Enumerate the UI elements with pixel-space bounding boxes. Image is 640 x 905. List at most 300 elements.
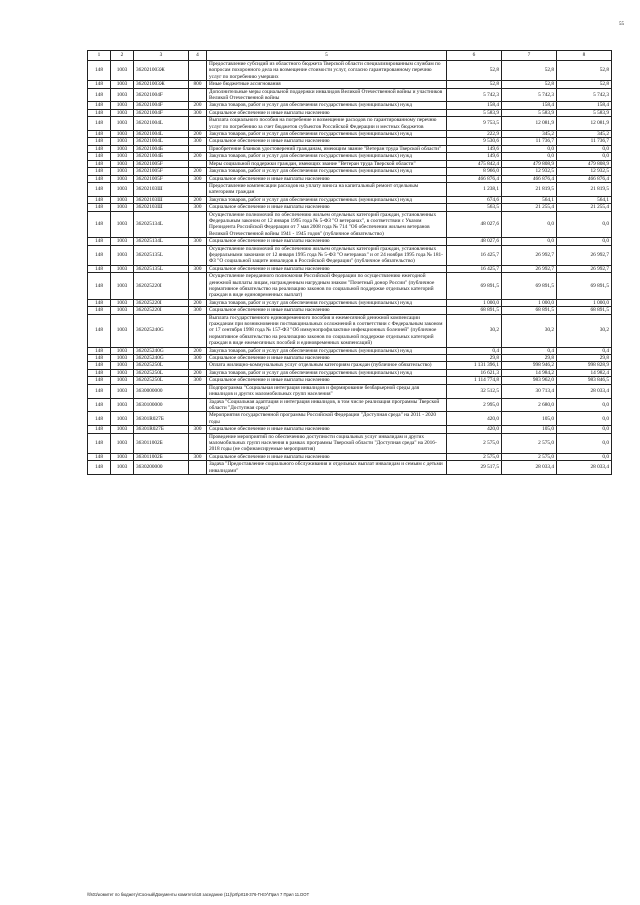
table-row xyxy=(88,314,612,347)
section-code: 1003 xyxy=(111,453,134,460)
amount-year-3: 0,0 xyxy=(557,153,612,160)
expense-type-code xyxy=(189,211,207,238)
amount-year-3: 26 992,7 xyxy=(557,265,612,272)
item-description: Закупка товаров, работ и услуг для обеспечения государственных (муниципальных) нужд xyxy=(207,299,447,306)
section-code: 1003 xyxy=(111,273,134,300)
amount-year-3: 466 876,4 xyxy=(557,175,612,182)
table-row xyxy=(88,138,612,145)
amount-year-2: 26 992,7 xyxy=(502,265,557,272)
item-description: Проведение мероприятий по обеспечению доступности социальных услуг инвалидам и других маломобильных групп населения в рамках программы Тверской области "Доступная среда" на 2016-2018 годы (не софинансируемые мероприятия) xyxy=(207,433,447,453)
column-number: 2 xyxy=(111,51,134,61)
section-code: 1003 xyxy=(111,412,134,426)
expense-type-code xyxy=(189,384,207,398)
amount-year-3: 983 846,5 xyxy=(557,377,612,384)
amount-year-3: 158,4 xyxy=(557,102,612,109)
amount-year-2: 12 932,5 xyxy=(502,168,557,175)
expense-type-code xyxy=(189,160,207,167)
section-code: 1003 xyxy=(111,238,134,245)
expense-type-code: 200 xyxy=(189,347,207,354)
target-article-code: 36202103Ш xyxy=(134,182,189,196)
amount-year-1: 32 512,5 xyxy=(447,384,502,398)
section-code: 1003 xyxy=(111,160,134,167)
section-code: 1003 xyxy=(111,182,134,196)
expense-type-code: 200 xyxy=(189,153,207,160)
section-code: 1003 xyxy=(111,314,134,347)
amount-year-2: 68 891,5 xyxy=(502,307,557,314)
amount-year-3: 52,8 xyxy=(557,81,612,88)
table-row xyxy=(88,299,612,306)
amount-year-3: 26 992,7 xyxy=(557,245,612,265)
amount-year-3: 11 736,7 xyxy=(557,138,612,145)
expense-type-code xyxy=(189,117,207,131)
amount-year-1: 52,8 xyxy=(447,61,502,81)
section-code: 1003 xyxy=(111,377,134,384)
expense-type-code: 200 xyxy=(189,196,207,203)
section-code: 1003 xyxy=(111,398,134,412)
section-code: 1003 xyxy=(111,153,134,160)
amount-year-1: 68 891,5 xyxy=(447,307,502,314)
item-description: Приобретение бланков удостоверений гражданам, имеющим звание "Ветеран труда Тверской области" xyxy=(207,145,447,152)
admin-code: 148 xyxy=(88,377,111,384)
table-row xyxy=(88,362,612,369)
column-number: 1 xyxy=(88,51,111,61)
target-article-code: 362021004F xyxy=(134,109,189,116)
admin-code: 148 xyxy=(88,369,111,376)
item-description: Закупка товаров, работ и услуг для обеспечения государственных (муниципальных) нужд xyxy=(207,196,447,203)
item-description: Осуществление полномочий по обеспечению жильем отдельных категорий граждан, установленных Федеральным законом от 12 января 1995 года № 5-ФЗ "О ветеранах", в соответствии с Указом Президента Российской Федерации от 7 мая 2008 года № 714 "Об обеспечении жильем ветеранов Великой Отечественной войны 1941 - 1945 годов" (публичное обязательство) xyxy=(207,211,447,238)
target-article-code: 362021003Ж xyxy=(134,81,189,88)
item-description: Закупка товаров, работ и услуг для обеспечения государственных (муниципальных) нужд xyxy=(207,153,447,160)
amount-year-3: 0,4 xyxy=(557,347,612,354)
target-article-code: 362021005F xyxy=(134,175,189,182)
target-article-code: 3630100000 xyxy=(134,398,189,412)
item-description: Социальное обеспечение и иные выплаты населению xyxy=(207,377,447,384)
section-code: 1003 xyxy=(111,245,134,265)
expense-type-code: 300 xyxy=(189,204,207,211)
expense-type-code: 200 xyxy=(189,102,207,109)
amount-year-1: 9 530,6 xyxy=(447,138,502,145)
amount-year-3: 479 808,9 xyxy=(557,160,612,167)
amount-year-2: 479 808,9 xyxy=(502,160,557,167)
amount-year-2: 30 713,4 xyxy=(502,384,557,398)
expense-type-code xyxy=(189,245,207,265)
item-description: Предоставление субсидий из областного бюджета Тверской области специализированным службам по вопросам похоронного дела на возмещение стоимости услуг, согласно гарантированному перечню услуг по погребению умерших xyxy=(207,61,447,81)
item-description: Социальное обеспечение и иные выплаты населению xyxy=(207,307,447,314)
admin-code: 148 xyxy=(88,153,111,160)
amount-year-3: 5 583,9 xyxy=(557,109,612,116)
target-article-code: 362025134L xyxy=(134,238,189,245)
amount-year-2: 0,0 xyxy=(502,145,557,152)
table-row xyxy=(88,196,612,203)
admin-code: 148 xyxy=(88,61,111,81)
target-article-code: 36202103Ш xyxy=(134,204,189,211)
item-description: Социальное обеспечение и иные выплаты населению xyxy=(207,426,447,433)
amount-year-1: 563,5 xyxy=(447,204,502,211)
table-row xyxy=(88,398,612,412)
amount-year-3: 0,0 xyxy=(557,145,612,152)
section-code: 1003 xyxy=(111,299,134,306)
admin-code: 148 xyxy=(88,196,111,203)
expense-type-code: 200 xyxy=(189,299,207,306)
target-article-code: 362025250L xyxy=(134,377,189,384)
table-row xyxy=(88,238,612,245)
item-description: Закупка товаров, работ и услуг для обеспечения государственных (муниципальных) нужд xyxy=(207,131,447,138)
section-code: 1003 xyxy=(111,88,134,102)
amount-year-1: 16 425,7 xyxy=(447,245,502,265)
section-code: 1003 xyxy=(111,109,134,116)
item-description: Социальное обеспечение и иные выплаты населению xyxy=(207,175,447,182)
amount-year-2: 998 946,2 xyxy=(502,362,557,369)
section-code: 1003 xyxy=(111,102,134,109)
amount-year-3: 21 255,4 xyxy=(557,204,612,211)
column-number: 5 xyxy=(207,51,447,61)
amount-year-3: 52,8 xyxy=(557,61,612,81)
amount-year-1: 5 583,9 xyxy=(447,109,502,116)
section-code: 1003 xyxy=(111,461,134,475)
column-number-row xyxy=(88,51,612,61)
item-description: Социальное обеспечение и иные выплаты населению xyxy=(207,238,447,245)
admin-code: 148 xyxy=(88,81,111,88)
section-code: 1003 xyxy=(111,204,134,211)
amount-year-2: 564,1 xyxy=(502,196,557,203)
admin-code: 148 xyxy=(88,204,111,211)
expense-type-code: 800 xyxy=(189,81,207,88)
amount-year-2: 0,0 xyxy=(502,211,557,238)
table-row xyxy=(88,153,612,160)
amount-year-1: 52,8 xyxy=(447,81,502,88)
amount-year-3: 0,0 xyxy=(557,211,612,238)
table-row xyxy=(88,461,612,475)
item-description: Социальное обеспечение и иные выплаты населению xyxy=(207,109,447,116)
target-article-code: 362021004F xyxy=(134,102,189,109)
column-number: 3 xyxy=(134,51,189,61)
admin-code: 148 xyxy=(88,347,111,354)
target-article-code: 362025135L xyxy=(134,265,189,272)
expense-type-code xyxy=(189,461,207,475)
table-row xyxy=(88,412,612,426)
amount-year-1: 9 753,5 xyxy=(447,117,502,131)
amount-year-1: 466 876,4 xyxy=(447,175,502,182)
item-description: Подпрограмма "Социальная интеграция инвалидов и формирование безбарьерной среды для инвалидов и других маломобильных групп населения" xyxy=(207,384,447,398)
admin-code: 148 xyxy=(88,138,111,145)
item-description: Выплата социального пособия на погребение и возмещение расходов по гарантированному перечню услуг по погребению за счет бюджетов субъектов Российской Федерации и местных бюджетов xyxy=(207,117,447,131)
amount-year-1: 475 842,4 xyxy=(447,160,502,167)
section-code: 1003 xyxy=(111,131,134,138)
section-code: 1003 xyxy=(111,362,134,369)
item-description: Осуществление полномочий по обеспечению жильем отдельных категорий граждан, установленных федеральными законами от 12 января 1995 года № 5-ФЗ "О ветеранах" и от 24 ноября 1995 года № 181-ФЗ "О социальной защите инвалидов в Российской Федерации" (публичное обязательство) xyxy=(207,245,447,265)
amount-year-1: 29,8 xyxy=(447,355,502,362)
expense-type-code: 300 xyxy=(189,307,207,314)
target-article-code: 362025250L xyxy=(134,362,189,369)
table-row xyxy=(88,433,612,453)
section-code: 1003 xyxy=(111,384,134,398)
target-article-code: 362025220I xyxy=(134,273,189,300)
target-article-code: 363011002Б xyxy=(134,453,189,460)
admin-code: 148 xyxy=(88,461,111,475)
admin-code: 148 xyxy=(88,453,111,460)
expense-type-code xyxy=(189,61,207,81)
item-description: Мероприятия государственной программы Российской Федерации "Доступная среда" на 2011 - 2020 годы xyxy=(207,412,447,426)
target-article-code: 36301R027Б xyxy=(134,412,189,426)
expense-type-code xyxy=(189,88,207,102)
admin-code: 148 xyxy=(88,412,111,426)
amount-year-2: 0,0 xyxy=(502,238,557,245)
expense-type-code: 200 xyxy=(189,168,207,175)
table-row xyxy=(88,204,612,211)
amount-year-1: 0,4 xyxy=(447,347,502,354)
section-code: 1003 xyxy=(111,433,134,453)
item-description: Закупка товаров, работ и услуг для обеспечения государственных (муниципальных) нужд xyxy=(207,369,447,376)
amount-year-2: 21 819,5 xyxy=(502,182,557,196)
amount-year-1: 1 238,1 xyxy=(447,182,502,196)
file-path-footer: \\fs01\комитет по бюджету\Сосный\Документы комитета\18 заседание (11)\prt\prt18-376-П-ЕУ\Прил 7 Прил 11.DOT xyxy=(87,892,310,897)
table-row xyxy=(88,117,612,131)
table-row xyxy=(88,355,612,362)
admin-code: 148 xyxy=(88,299,111,306)
section-code: 1003 xyxy=(111,426,134,433)
section-code: 1003 xyxy=(111,61,134,81)
section-code: 1003 xyxy=(111,117,134,131)
amount-year-1: 16 425,7 xyxy=(447,265,502,272)
amount-year-3: 0,0 xyxy=(557,426,612,433)
section-code: 1003 xyxy=(111,175,134,182)
admin-code: 148 xyxy=(88,362,111,369)
amount-year-2: 14 984,2 xyxy=(502,369,557,376)
admin-code: 148 xyxy=(88,426,111,433)
table-row xyxy=(88,102,612,109)
table-row xyxy=(88,453,612,460)
amount-year-2: 21 255,4 xyxy=(502,204,557,211)
amount-year-3: 12 081,9 xyxy=(557,117,612,131)
item-description: Закупка товаров, работ и услуг для обеспечения государственных (муниципальных) нужд xyxy=(207,168,447,175)
amount-year-1: 149,6 xyxy=(447,153,502,160)
amount-year-2: 5 583,9 xyxy=(502,109,557,116)
amount-year-3: 28 033,4 xyxy=(557,461,612,475)
amount-year-1: 149,6 xyxy=(447,145,502,152)
section-code: 1003 xyxy=(111,211,134,238)
table-row xyxy=(88,426,612,433)
admin-code: 148 xyxy=(88,398,111,412)
target-article-code: 36301R027Б xyxy=(134,426,189,433)
admin-code: 148 xyxy=(88,433,111,453)
admin-code: 148 xyxy=(88,384,111,398)
target-article-code: 362025240G xyxy=(134,314,189,347)
amount-year-3: 0,0 xyxy=(557,433,612,453)
table-row xyxy=(88,384,612,398)
expense-type-code xyxy=(189,314,207,347)
amount-year-1: 16 621,3 xyxy=(447,369,502,376)
expense-type-code xyxy=(189,412,207,426)
amount-year-2: 52,8 xyxy=(502,61,557,81)
amount-year-1: 1 114 774,8 xyxy=(447,377,502,384)
table-row xyxy=(88,245,612,265)
admin-code: 148 xyxy=(88,245,111,265)
section-code: 1003 xyxy=(111,307,134,314)
admin-code: 148 xyxy=(88,160,111,167)
target-article-code: 362021004Б xyxy=(134,145,189,152)
target-article-code: 362025240G xyxy=(134,355,189,362)
column-number: 8 xyxy=(557,51,612,61)
page-number: 55 xyxy=(619,22,624,27)
target-article-code: 362025250L xyxy=(134,369,189,376)
table-row xyxy=(88,168,612,175)
amount-year-3: 1 000,0 xyxy=(557,299,612,306)
expense-type-code xyxy=(189,182,207,196)
expense-type-code xyxy=(189,145,207,152)
amount-year-3: 5 742,3 xyxy=(557,88,612,102)
table-row xyxy=(88,182,612,196)
amount-year-2: 105,0 xyxy=(502,412,557,426)
target-article-code: 362025220I xyxy=(134,307,189,314)
item-description: Закупка товаров, работ и услуг для обеспечения государственных (муниципальных) нужд xyxy=(207,347,447,354)
item-description: Социальное обеспечение и иные выплаты населению xyxy=(207,138,447,145)
admin-code: 148 xyxy=(88,314,111,347)
target-article-code: 362021004L xyxy=(134,117,189,131)
amount-year-1: 158,4 xyxy=(447,102,502,109)
item-description: Иные бюджетные ассигнования xyxy=(207,81,447,88)
amount-year-3: 30,2 xyxy=(557,314,612,347)
expense-type-code: 300 xyxy=(189,265,207,272)
item-description: Осуществление переданного полномочия Российской Федерации по осуществлению ежегодной денежной выплаты лицам, награжденным нагрудным знаком "Почетный донор России" (публичное нормативное обязательство на реализацию законов по социальной поддержке отдельных категорий граждан в виде единовременных выплат) xyxy=(207,273,447,300)
admin-code: 148 xyxy=(88,131,111,138)
table-row xyxy=(88,131,612,138)
expense-type-code xyxy=(189,362,207,369)
amount-year-3: 21 819,5 xyxy=(557,182,612,196)
amount-year-3: 68 891,5 xyxy=(557,307,612,314)
target-article-code: 362025240G xyxy=(134,347,189,354)
admin-code: 148 xyxy=(88,109,111,116)
amount-year-2: 30,2 xyxy=(502,314,557,347)
item-description: Социальное обеспечение и иные выплаты населению xyxy=(207,355,447,362)
expense-type-code: 300 xyxy=(189,175,207,182)
section-code: 1003 xyxy=(111,81,134,88)
table-row xyxy=(88,109,612,116)
item-description: Закупка товаров, работ и услуг для обеспечения государственных (муниципальных) нужд xyxy=(207,102,447,109)
table-row xyxy=(88,307,612,314)
amount-year-2: 2 575,0 xyxy=(502,453,557,460)
target-article-code: 362025135L xyxy=(134,245,189,265)
table-row xyxy=(88,61,612,81)
target-article-code: 362021005F xyxy=(134,160,189,167)
admin-code: 148 xyxy=(88,145,111,152)
admin-code: 148 xyxy=(88,211,111,238)
amount-year-3: 0,0 xyxy=(557,412,612,426)
item-description: Оплата жилищно-коммунальных услуг отдельным категориям граждан (публичное обязательство) xyxy=(207,362,447,369)
admin-code: 148 xyxy=(88,182,111,196)
amount-year-2: 983 962,0 xyxy=(502,377,557,384)
target-article-code: 362025220I xyxy=(134,299,189,306)
item-description: Выплата государственного единовременного пособия и ежемесячной денежной компенсации гражданам при возникновении поствакцинальных осложнений в соответствии с Федеральным законом от 17 сентября 1998 года № 157-ФЗ "Об иммунопрофилактике инфекционных болезней" (публичное нормативное обязательство на реализацию законов по социальной поддержке отдельных категорий граждан в виде ежемесячных пособий и единовременных компенсаций) xyxy=(207,314,447,347)
expense-type-code xyxy=(189,273,207,300)
column-number: 4 xyxy=(189,51,207,61)
amount-year-3: 564,1 xyxy=(557,196,612,203)
budget-table xyxy=(87,50,612,475)
item-description: Дополнительные меры социальной поддержки инвалидов Великой Отечественной войны и участников Великой Отечественной войны xyxy=(207,88,447,102)
expense-type-code: 300 xyxy=(189,138,207,145)
amount-year-1: 2 575,0 xyxy=(447,453,502,460)
section-code: 1003 xyxy=(111,355,134,362)
admin-code: 148 xyxy=(88,238,111,245)
item-description: Предоставление компенсации расходов на уплату взноса на капитальный ремонт отдельным категориям граждан xyxy=(207,182,447,196)
amount-year-2: 26 992,7 xyxy=(502,245,557,265)
item-description: Задача "Социальная адаптация и интеграция инвалидов, в том числе реализация программы Тверской области "Доступная среда" xyxy=(207,398,447,412)
amount-year-1: 674,6 xyxy=(447,196,502,203)
table-row xyxy=(88,81,612,88)
amount-year-1: 2 575,0 xyxy=(447,433,502,453)
target-article-code: 362021004F xyxy=(134,88,189,102)
target-article-code: 362021004L xyxy=(134,138,189,145)
amount-year-2: 2 680,0 xyxy=(502,398,557,412)
section-code: 1003 xyxy=(111,138,134,145)
column-number: 7 xyxy=(502,51,557,61)
section-code: 1003 xyxy=(111,145,134,152)
amount-year-1: 420,0 xyxy=(447,412,502,426)
expense-type-code: 300 xyxy=(189,238,207,245)
admin-code: 148 xyxy=(88,307,111,314)
item-description: Социальное обеспечение и иные выплаты населению xyxy=(207,265,447,272)
amount-year-3: 12 932,5 xyxy=(557,168,612,175)
table-row xyxy=(88,88,612,102)
amount-year-1: 29 517,5 xyxy=(447,461,502,475)
admin-code: 148 xyxy=(88,265,111,272)
amount-year-3: 0,0 xyxy=(557,238,612,245)
amount-year-1: 48 027,6 xyxy=(447,211,502,238)
target-article-code: 362021004Б xyxy=(134,153,189,160)
amount-year-1: 2 995,0 xyxy=(447,398,502,412)
admin-code: 148 xyxy=(88,175,111,182)
section-code: 1003 xyxy=(111,196,134,203)
amount-year-2: 2 575,0 xyxy=(502,433,557,453)
amount-year-1: 420,0 xyxy=(447,426,502,433)
amount-year-2: 11 736,7 xyxy=(502,138,557,145)
section-code: 1003 xyxy=(111,168,134,175)
amount-year-1: 69 891,5 xyxy=(447,273,502,300)
target-article-code: 36202103Ш xyxy=(134,196,189,203)
target-article-code: 362025134L xyxy=(134,211,189,238)
expense-type-code: 300 xyxy=(189,426,207,433)
amount-year-1: 30,2 xyxy=(447,314,502,347)
amount-year-2: 0,0 xyxy=(502,153,557,160)
expense-type-code: 300 xyxy=(189,355,207,362)
target-article-code: 3630000000 xyxy=(134,384,189,398)
expense-type-code: 200 xyxy=(189,369,207,376)
target-article-code: 362021005F xyxy=(134,168,189,175)
table-row xyxy=(88,265,612,272)
table-row xyxy=(88,175,612,182)
amount-year-3: 0,0 xyxy=(557,398,612,412)
expense-type-code: 300 xyxy=(189,109,207,116)
section-code: 1003 xyxy=(111,265,134,272)
amount-year-3: 69 891,5 xyxy=(557,273,612,300)
admin-code: 148 xyxy=(88,88,111,102)
amount-year-2: 69 891,5 xyxy=(502,273,557,300)
admin-code: 148 xyxy=(88,102,111,109)
amount-year-3: 345,2 xyxy=(557,131,612,138)
item-description: Меры социальной поддержки граждан, имеющих звание "Ветеран труда Тверской области" xyxy=(207,160,447,167)
expense-type-code: 300 xyxy=(189,453,207,460)
admin-code: 148 xyxy=(88,168,111,175)
amount-year-1: 8 966,0 xyxy=(447,168,502,175)
table-row xyxy=(88,273,612,300)
table-row xyxy=(88,369,612,376)
amount-year-2: 158,4 xyxy=(502,102,557,109)
amount-year-3: 28 033,4 xyxy=(557,384,612,398)
amount-year-3: 14 982,4 xyxy=(557,369,612,376)
amount-year-2: 5 742,3 xyxy=(502,88,557,102)
amount-year-1: 1 131 396,1 xyxy=(447,362,502,369)
expense-type-code: 200 xyxy=(189,131,207,138)
section-code: 1003 xyxy=(111,347,134,354)
